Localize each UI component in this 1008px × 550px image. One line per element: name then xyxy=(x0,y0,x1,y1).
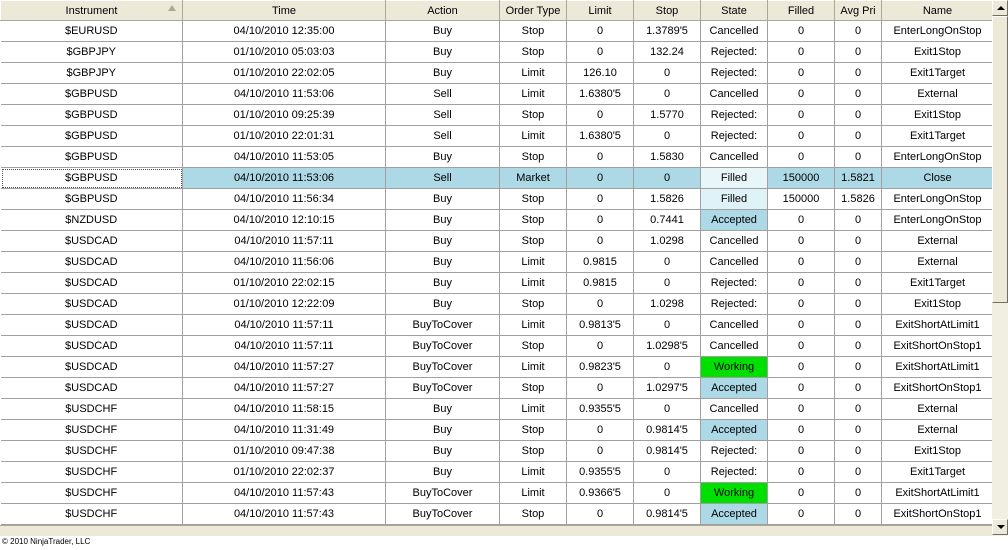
cell-avg-price: 0 xyxy=(835,483,882,504)
cell-avg-price: 0 xyxy=(835,84,882,105)
cell-stop: 0.9814'5 xyxy=(634,441,701,462)
cell-limit: 0 xyxy=(567,189,634,210)
cell-avg-price: 0 xyxy=(835,315,882,336)
cell-stop: 1.3789'5 xyxy=(634,21,701,42)
cell-instrument: $GBPUSD xyxy=(1,84,183,105)
order-row[interactable] xyxy=(1,189,993,210)
order-row[interactable] xyxy=(1,294,993,315)
cell-filled: 150000 xyxy=(768,189,835,210)
column-header-label: Avg Pri xyxy=(840,4,876,17)
cell-state: Cancelled xyxy=(701,21,768,42)
cell-limit: 1.6380'5 xyxy=(567,84,634,105)
cell-avg-price: 0 xyxy=(835,231,882,252)
cell-action: BuyToCover xyxy=(386,504,500,525)
cell-limit: 0 xyxy=(567,168,634,189)
cell-state: Filled xyxy=(701,168,768,189)
cell-limit: 126.10 xyxy=(567,63,634,84)
cell-stop: 0 xyxy=(634,483,701,504)
cell-filled: 150000 xyxy=(768,168,835,189)
cell-avg-price: 0 xyxy=(835,21,882,42)
order-row[interactable] xyxy=(1,420,993,441)
cell-limit: 0.9815 xyxy=(567,273,634,294)
cell-time: 04/10/2010 12:10:15 xyxy=(183,210,386,231)
cell-stop: 1.5826 xyxy=(634,189,701,210)
cell-time: 04/10/2010 11:57:11 xyxy=(183,315,386,336)
cell-time: 04/10/2010 11:53:05 xyxy=(183,147,386,168)
cell-state: Working xyxy=(701,357,768,378)
cell-order-type: Stop xyxy=(500,189,567,210)
cell-avg-price: 0 xyxy=(835,294,882,315)
cell-time: 04/10/2010 11:53:06 xyxy=(183,84,386,105)
copyright-text: © 2010 NinjaTrader, LLC xyxy=(2,537,91,546)
cell-time: 04/10/2010 12:35:00 xyxy=(183,21,386,42)
order-row[interactable] xyxy=(1,315,993,336)
order-row[interactable] xyxy=(1,483,993,504)
cell-filled: 0 xyxy=(768,42,835,63)
cell-action: Buy xyxy=(386,189,500,210)
header-row xyxy=(1,1,993,21)
cell-order-type: Limit xyxy=(500,315,567,336)
cell-time: 04/10/2010 11:57:11 xyxy=(183,231,386,252)
cell-state: Rejected: xyxy=(701,126,768,147)
cell-name: ExitShortOnStop1 xyxy=(882,504,993,525)
cell-time: 01/10/2010 12:22:09 xyxy=(183,294,386,315)
order-row[interactable] xyxy=(1,399,993,420)
cell-action: Buy xyxy=(386,420,500,441)
column-header-label: State xyxy=(721,4,747,17)
cell-filled: 0 xyxy=(768,441,835,462)
cell-filled: 0 xyxy=(768,105,835,126)
cell-action: Buy xyxy=(386,147,500,168)
cell-stop: 1.5770 xyxy=(634,105,701,126)
column-header-label: Time xyxy=(271,4,297,17)
cell-filled: 0 xyxy=(768,273,835,294)
cell-limit: 0 xyxy=(567,378,634,399)
cell-filled: 0 xyxy=(768,294,835,315)
cell-time: 04/10/2010 11:57:11 xyxy=(183,336,386,357)
cell-name: External xyxy=(882,252,993,273)
cell-instrument: $EURUSD xyxy=(1,21,183,42)
cell-action: Sell xyxy=(386,105,500,126)
cell-filled: 0 xyxy=(768,483,835,504)
cell-filled: 0 xyxy=(768,336,835,357)
cell-time: 01/10/2010 22:02:37 xyxy=(183,462,386,483)
cell-time: 01/10/2010 22:02:05 xyxy=(183,63,386,84)
cell-instrument: $USDCHF xyxy=(1,399,183,420)
order-row[interactable] xyxy=(1,462,993,483)
cell-action: BuyToCover xyxy=(386,357,500,378)
cell-limit: 0 xyxy=(567,21,634,42)
cell-state: Rejected: xyxy=(701,462,768,483)
cell-stop: 0 xyxy=(634,357,701,378)
order-row[interactable] xyxy=(1,378,993,399)
scroll-down-button[interactable] xyxy=(992,519,1008,535)
sort-ascending-icon xyxy=(168,5,176,11)
cell-name: Exit1Target xyxy=(882,462,993,483)
column-header-label: Instrument xyxy=(65,4,118,17)
cell-filled: 0 xyxy=(768,126,835,147)
cell-filled: 0 xyxy=(768,231,835,252)
column-header-label: Name xyxy=(922,4,953,17)
cell-stop: 0.7441 xyxy=(634,210,701,231)
cell-filled: 0 xyxy=(768,252,835,273)
cell-instrument: $GBPUSD xyxy=(1,126,183,147)
cell-stop: 0 xyxy=(634,252,701,273)
cell-name: ExitShortOnStop1 xyxy=(882,378,993,399)
cell-state: Rejected: xyxy=(701,63,768,84)
cell-action: BuyToCover xyxy=(386,378,500,399)
cell-order-type: Limit xyxy=(500,462,567,483)
cell-action: Sell xyxy=(386,84,500,105)
cell-stop: 0 xyxy=(634,462,701,483)
cell-time: 01/10/2010 22:02:15 xyxy=(183,273,386,294)
cell-order-type: Stop xyxy=(500,21,567,42)
cell-stop: 0 xyxy=(634,126,701,147)
cell-stop: 132.24 xyxy=(634,42,701,63)
cell-filled: 0 xyxy=(768,63,835,84)
cell-name: Close xyxy=(882,168,993,189)
cell-state: Accepted xyxy=(701,210,768,231)
cell-limit: 0 xyxy=(567,336,634,357)
cell-filled: 0 xyxy=(768,84,835,105)
horizontal-scrollbar[interactable] xyxy=(0,525,992,536)
cell-action: Sell xyxy=(386,168,500,189)
cell-avg-price: 1.5826 xyxy=(835,189,882,210)
cell-avg-price: 1.5821 xyxy=(835,168,882,189)
cell-action: Buy xyxy=(386,399,500,420)
cell-order-type: Limit xyxy=(500,252,567,273)
column-header-filled[interactable] xyxy=(768,1,835,21)
cell-stop: 0 xyxy=(634,315,701,336)
cell-name: ExitShortOnStop1 xyxy=(882,336,993,357)
cell-limit: 0 xyxy=(567,210,634,231)
cell-stop: 1.0298'5 xyxy=(634,336,701,357)
cell-stop: 0 xyxy=(634,168,701,189)
cell-name: EnterLongOnStop xyxy=(882,21,993,42)
cell-name: External xyxy=(882,231,993,252)
cell-filled: 0 xyxy=(768,21,835,42)
cell-name: External xyxy=(882,420,993,441)
column-header-action[interactable] xyxy=(386,1,500,21)
cell-instrument: $GBPJPY xyxy=(1,63,183,84)
cell-limit: 0 xyxy=(567,42,634,63)
cell-action: Buy xyxy=(386,21,500,42)
cell-state: Cancelled xyxy=(701,84,768,105)
column-header-state[interactable] xyxy=(701,1,768,21)
cell-action: Buy xyxy=(386,294,500,315)
cell-order-type: Limit xyxy=(500,126,567,147)
cell-filled: 0 xyxy=(768,315,835,336)
cell-stop: 0.9814'5 xyxy=(634,504,701,525)
cell-limit: 0.9815 xyxy=(567,252,634,273)
column-header-avg-price[interactable] xyxy=(835,1,882,21)
column-header-stop[interactable] xyxy=(634,1,701,21)
cell-name: Exit1Target xyxy=(882,63,993,84)
cell-time: 04/10/2010 11:53:06 xyxy=(183,168,386,189)
cell-action: Buy xyxy=(386,441,500,462)
cell-stop: 0 xyxy=(634,273,701,294)
cell-instrument: $GBPUSD xyxy=(1,147,183,168)
vertical-scrollbar[interactable] xyxy=(992,0,1008,536)
cell-order-type: Stop xyxy=(500,336,567,357)
cell-filled: 0 xyxy=(768,399,835,420)
cell-limit: 0.9823'5 xyxy=(567,357,634,378)
cell-name: Exit1Stop xyxy=(882,294,993,315)
cell-order-type: Stop xyxy=(500,231,567,252)
cell-time: 04/10/2010 11:56:06 xyxy=(183,252,386,273)
cell-limit: 0.9355'5 xyxy=(567,462,634,483)
cell-limit: 0 xyxy=(567,441,634,462)
order-row[interactable] xyxy=(1,336,993,357)
cell-instrument: $GBPJPY xyxy=(1,42,183,63)
cell-filled: 0 xyxy=(768,210,835,231)
cell-name: ExitShortAtLimit1 xyxy=(882,357,993,378)
cell-action: Buy xyxy=(386,42,500,63)
cell-stop: 1.0298 xyxy=(634,294,701,315)
cell-avg-price: 0 xyxy=(835,399,882,420)
cell-stop: 0 xyxy=(634,63,701,84)
cell-avg-price: 0 xyxy=(835,420,882,441)
column-header-order-type[interactable] xyxy=(500,1,567,21)
cell-order-type: Stop xyxy=(500,420,567,441)
cell-filled: 0 xyxy=(768,504,835,525)
cell-instrument: $USDCHF xyxy=(1,504,183,525)
cell-state: Rejected: xyxy=(701,273,768,294)
cell-instrument: $GBPUSD xyxy=(1,105,183,126)
cell-avg-price: 0 xyxy=(835,336,882,357)
cell-state: Cancelled xyxy=(701,399,768,420)
cell-limit: 0 xyxy=(567,147,634,168)
cell-stop: 0.9814'5 xyxy=(634,420,701,441)
cell-state: Rejected: xyxy=(701,105,768,126)
cell-order-type: Limit xyxy=(500,399,567,420)
order-row[interactable] xyxy=(1,126,993,147)
cell-state: Rejected: xyxy=(701,294,768,315)
order-row[interactable] xyxy=(1,210,993,231)
cell-state: Accepted xyxy=(701,504,768,525)
order-row[interactable] xyxy=(1,504,993,525)
cell-order-type: Market xyxy=(500,168,567,189)
cell-time: 04/10/2010 11:57:43 xyxy=(183,483,386,504)
cell-instrument: $USDCHF xyxy=(1,462,183,483)
column-header-limit[interactable] xyxy=(567,1,634,21)
cell-name: EnterLongOnStop xyxy=(882,210,993,231)
chevron-down-icon xyxy=(997,525,1005,529)
cell-name: EnterLongOnStop xyxy=(882,189,993,210)
cell-avg-price: 0 xyxy=(835,357,882,378)
cell-name: ExitShortAtLimit1 xyxy=(882,315,993,336)
order-row[interactable] xyxy=(1,231,993,252)
order-row[interactable] xyxy=(1,105,993,126)
order-row[interactable] xyxy=(1,357,993,378)
cell-order-type: Limit xyxy=(500,483,567,504)
cell-state: Cancelled xyxy=(701,252,768,273)
cell-name: Exit1Stop xyxy=(882,105,993,126)
cell-instrument: $USDCAD xyxy=(1,315,183,336)
order-row[interactable] xyxy=(1,273,993,294)
cell-action: Sell xyxy=(386,126,500,147)
cell-order-type: Stop xyxy=(500,42,567,63)
column-header-name[interactable] xyxy=(882,1,993,21)
cell-action: Buy xyxy=(386,252,500,273)
cell-avg-price: 0 xyxy=(835,378,882,399)
cell-filled: 0 xyxy=(768,378,835,399)
cell-state: Cancelled xyxy=(701,315,768,336)
cell-instrument: $USDCAD xyxy=(1,357,183,378)
cell-avg-price: 0 xyxy=(835,147,882,168)
cell-time: 04/10/2010 11:57:43 xyxy=(183,504,386,525)
cell-instrument: $USDCHF xyxy=(1,420,183,441)
cell-state: Cancelled xyxy=(701,147,768,168)
cell-order-type: Limit xyxy=(500,63,567,84)
cell-action: Buy xyxy=(386,231,500,252)
chevron-up-icon xyxy=(997,6,1005,10)
column-header-label: Action xyxy=(427,4,458,17)
cell-order-type: Stop xyxy=(500,504,567,525)
cell-stop: 1.0297'5 xyxy=(634,378,701,399)
cell-state: Rejected: xyxy=(701,42,768,63)
cell-order-type: Stop xyxy=(500,105,567,126)
cell-limit: 0 xyxy=(567,105,634,126)
order-row[interactable] xyxy=(1,63,993,84)
cell-instrument: $NZDUSD xyxy=(1,210,183,231)
cell-avg-price: 0 xyxy=(835,63,882,84)
cell-order-type: Stop xyxy=(500,294,567,315)
order-row[interactable] xyxy=(1,42,993,63)
cell-time: 04/10/2010 11:58:15 xyxy=(183,399,386,420)
cell-filled: 0 xyxy=(768,147,835,168)
cell-order-type: Limit xyxy=(500,84,567,105)
cell-state: Accepted xyxy=(701,378,768,399)
cell-action: BuyToCover xyxy=(386,483,500,504)
cell-filled: 0 xyxy=(768,420,835,441)
cell-stop: 0 xyxy=(634,399,701,420)
column-header-label: Limit xyxy=(588,4,612,17)
cell-limit: 0.9355'5 xyxy=(567,399,634,420)
cell-order-type: Limit xyxy=(500,357,567,378)
cell-name: ExitShortAtLimit1 xyxy=(882,483,993,504)
cell-state: Cancelled xyxy=(701,336,768,357)
column-header-time[interactable] xyxy=(183,1,386,21)
cell-time: 04/10/2010 11:56:34 xyxy=(183,189,386,210)
cell-time: 01/10/2010 09:25:39 xyxy=(183,105,386,126)
cell-action: Buy xyxy=(386,273,500,294)
column-header-label: Filled xyxy=(787,4,815,17)
cell-instrument: $GBPUSD xyxy=(1,168,183,189)
cell-stop: 1.5830 xyxy=(634,147,701,168)
cell-action: Buy xyxy=(386,63,500,84)
cell-avg-price: 0 xyxy=(835,504,882,525)
cell-name: EnterLongOnStop xyxy=(882,147,993,168)
cell-limit: 0.9366'5 xyxy=(567,483,634,504)
cell-name: External xyxy=(882,84,993,105)
cell-time: 01/10/2010 22:01:31 xyxy=(183,126,386,147)
cell-limit: 0 xyxy=(567,294,634,315)
order-row[interactable] xyxy=(1,21,993,42)
cell-instrument: $USDCAD xyxy=(1,273,183,294)
order-row[interactable] xyxy=(1,168,993,189)
column-header-label: Stop xyxy=(655,4,679,17)
cell-instrument: $USDCAD xyxy=(1,252,183,273)
cell-stop: 0 xyxy=(634,84,701,105)
cell-avg-price: 0 xyxy=(835,252,882,273)
order-row[interactable] xyxy=(1,84,993,105)
cell-avg-price: 0 xyxy=(835,126,882,147)
cell-name: Exit1Stop xyxy=(882,441,993,462)
cell-state: Filled xyxy=(701,189,768,210)
cell-action: BuyToCover xyxy=(386,315,500,336)
cell-stop: 1.0298 xyxy=(634,231,701,252)
cell-time: 01/10/2010 09:47:38 xyxy=(183,441,386,462)
cell-avg-price: 0 xyxy=(835,273,882,294)
cell-time: 04/10/2010 11:31:49 xyxy=(183,420,386,441)
cell-limit: 0 xyxy=(567,231,634,252)
cell-instrument: $USDCAD xyxy=(1,294,183,315)
cell-avg-price: 0 xyxy=(835,210,882,231)
cell-avg-price: 0 xyxy=(835,441,882,462)
cell-instrument: $USDCAD xyxy=(1,378,183,399)
cell-action: BuyToCover xyxy=(386,336,500,357)
cell-avg-price: 0 xyxy=(835,105,882,126)
cell-name: Exit1Stop xyxy=(882,42,993,63)
cell-order-type: Limit xyxy=(500,273,567,294)
order-row[interactable] xyxy=(1,441,993,462)
cell-instrument: $USDCAD xyxy=(1,231,183,252)
cell-state: Accepted xyxy=(701,420,768,441)
cell-limit: 0.9813'5 xyxy=(567,315,634,336)
cell-order-type: Stop xyxy=(500,378,567,399)
cell-instrument: $USDCHF xyxy=(1,483,183,504)
cell-state: Working xyxy=(701,483,768,504)
scroll-thumb[interactable] xyxy=(992,16,1008,303)
cell-limit: 1.6380'5 xyxy=(567,126,634,147)
cell-instrument: $GBPUSD xyxy=(1,189,183,210)
cell-state: Rejected: xyxy=(701,441,768,462)
cell-limit: 0 xyxy=(567,420,634,441)
order-row[interactable] xyxy=(1,147,993,168)
cell-action: Buy xyxy=(386,462,500,483)
column-header-label: Order Type xyxy=(505,4,561,17)
order-row[interactable] xyxy=(1,252,993,273)
cell-state: Cancelled xyxy=(701,231,768,252)
cell-order-type: Stop xyxy=(500,147,567,168)
scroll-up-button[interactable] xyxy=(992,0,1008,16)
cell-avg-price: 0 xyxy=(835,462,882,483)
cell-avg-price: 0 xyxy=(835,42,882,63)
cell-name: Exit1Target xyxy=(882,126,993,147)
cell-filled: 0 xyxy=(768,462,835,483)
cell-time: 04/10/2010 11:57:27 xyxy=(183,357,386,378)
cell-limit: 0 xyxy=(567,504,634,525)
cell-name: Exit1Target xyxy=(882,273,993,294)
cell-instrument: $USDCHF xyxy=(1,441,183,462)
cell-name: External xyxy=(882,399,993,420)
cell-filled: 0 xyxy=(768,357,835,378)
cell-order-type: Stop xyxy=(500,441,567,462)
cell-order-type: Stop xyxy=(500,210,567,231)
cell-time: 04/10/2010 11:57:27 xyxy=(183,378,386,399)
cell-time: 01/10/2010 05:03:03 xyxy=(183,42,386,63)
cell-instrument: $USDCAD xyxy=(1,336,183,357)
cell-action: Buy xyxy=(386,210,500,231)
column-header-instrument[interactable] xyxy=(1,1,183,21)
